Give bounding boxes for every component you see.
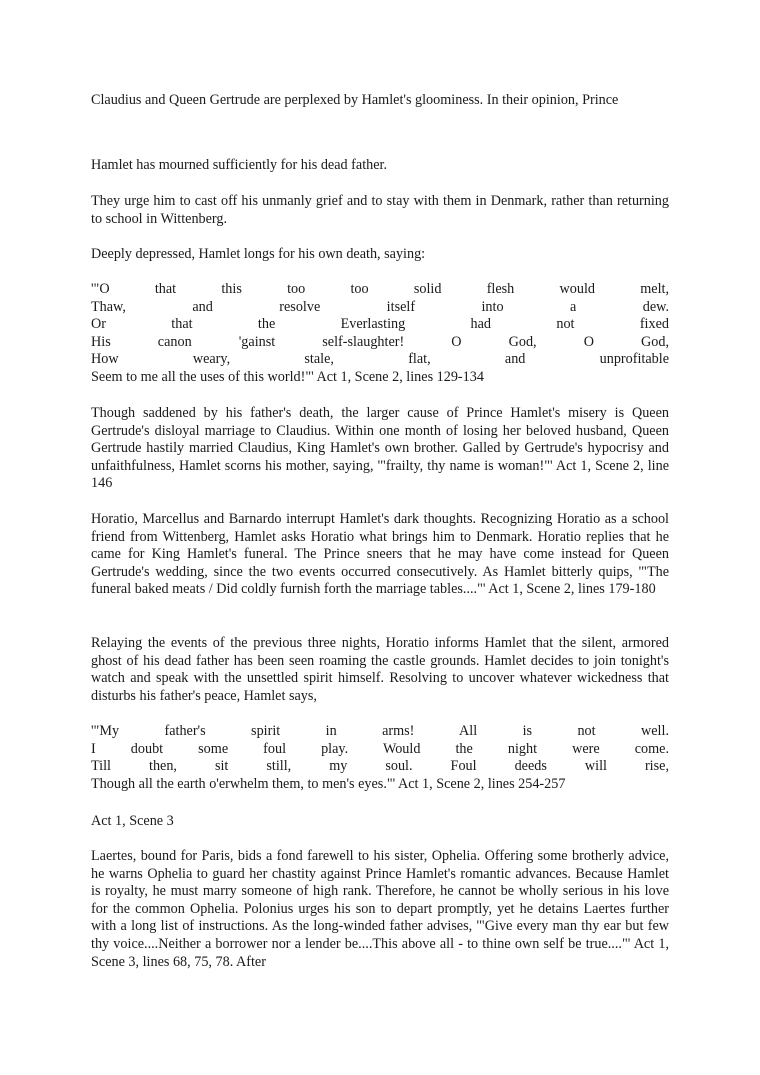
quote-solid-flesh (91, 281, 669, 387)
quote-line: Till then, sit still, my soul. Foul deeds will rise, (91, 758, 669, 775)
paragraph-intro-line: Claudius and Queen Gertrude are perplexed by Hamlet's gloominess. In their opinion, Prince (91, 92, 619, 108)
quote-line: Thaw, and resolve itself into a dew. (91, 298, 669, 315)
quote-line: I doubt some foul play. Would the night were come. (91, 740, 669, 757)
section-heading-act1-scene3: Act 1, Scene 3 (91, 813, 174, 829)
quote-line: '"My father's spirit in arms! All is not well. (91, 723, 669, 739)
paragraph-laertes-farewell: Laertes, bound for Paris, bids a fond farewell to his sister, Ophelia. Offering some brotherly advice, he warns Ophelia to guard her chastity against Prince Hamlet's romantic advances. Because Hamlet is royalty, he must marry someone of high rank. Therefore, he cannot be wholly serious in his love for the common Ophelia. Polonius urges his son to depart promptly, yet he detains Laertes further with a long list of instructions. As the long-winded father advises, '"Give every man thy ear but few thy voice....Neither a borrower nor a lender be....This above all - to thine own self be true...."' Act 1, Scene 3, lines 68, 75, 78. After (91, 848, 669, 970)
paragraph-ghost-report: Relaying the events of the previous three nights, Horatio informs Hamlet that the silent, armored ghost of his dead father has been seen roaming the castle grounds. Hamlet decides to join tonight's watch and speak with the unsettled spirit himself. Resolving to uncover whatever wickedness that disturbs his father's peace, Hamlet says, (91, 635, 669, 704)
quote-fathers-spirit (91, 723, 669, 793)
quote-citation-line: Though all the earth o'erwhelm them, to men's eyes."' Act 1, Scene 2, lines 254-257 (91, 775, 566, 792)
paragraph-gertrude-marriage: Though saddened by his father's death, the larger cause of Prince Hamlet's misery is Queen Gertrude's disloyal marriage to Claudius. Within one month of losing her beloved husband, Queen Gertrude hastily married Claudius, King Hamlet's own brother. Galled by Gertrude's hypocrisy and unfaithfulness, Hamlet scorns his mother, saying, '"frailty, thy name is woman!"' Act 1, Scene 2, line 146 (91, 405, 669, 492)
quote-line: How weary, stale, flat, and unprofitable (91, 351, 669, 368)
paragraph-horatio-arrives: Horatio, Marcellus and Barnardo interrupt Hamlet's dark thoughts. Recognizing Horatio as a school friend from Wittenberg, Hamlet asks Horatio what brings him to Denmark. Horatio replies that he came for King Hamlet's funeral. The Prince sneers that he may have come instead for Queen Gertrude's wedding, since the two events occurred consecutively. As Hamlet bitterly quips, '"The funeral baked meats / Did coldly furnish forth the marriage tables...."' Act 1, Scene 2, lines 179-180 (91, 511, 669, 598)
quote-line: Or that the Everlasting had not fixed (91, 316, 669, 333)
paragraph-depressed: Deeply depressed, Hamlet longs for his own death, saying: (91, 246, 426, 262)
quote-line: '"O that this too too solid flesh would melt, (91, 281, 669, 297)
quote-citation-line: Seem to me all the uses of this world!"' Act 1, Scene 2, lines 129-134 (91, 368, 484, 385)
paragraph-mourned: Hamlet has mourned sufficiently for his dead father. (91, 157, 388, 173)
paragraph-urge: They urge him to cast off his unmanly grief and to stay with them in Denmark, rather than returning to school in Wittenberg. (91, 193, 669, 227)
quote-line: His canon 'gainst self-slaughter! O God, O God, (91, 333, 669, 350)
